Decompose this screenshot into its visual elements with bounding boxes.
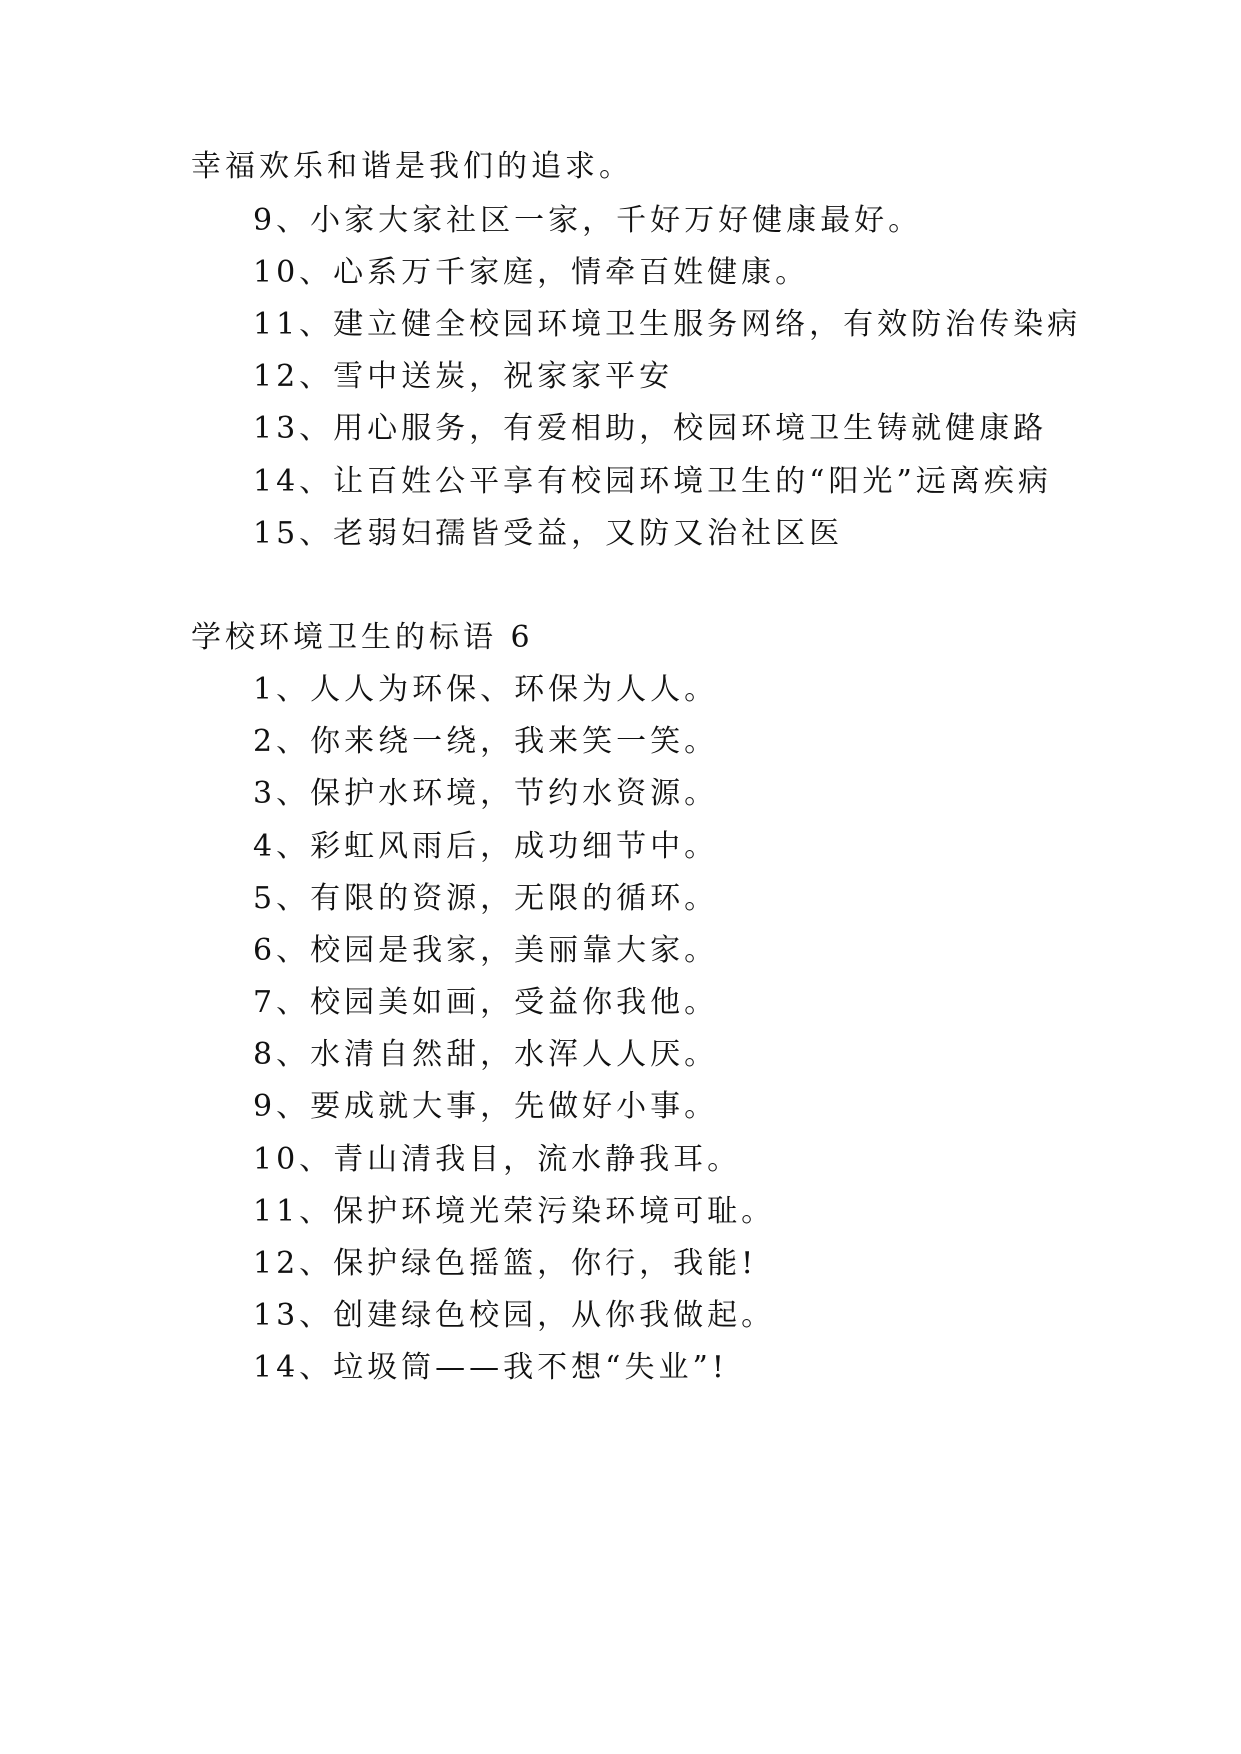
list-item: 12、雪中送炭，祝家家平安 (253, 359, 674, 394)
continuation-text: 幸福欢乐和谐是我们的追求。 (191, 149, 633, 184)
list-item: 2、你来绕一绕，我来笑一笑。 (253, 724, 719, 759)
list-item: 13、用心服务，有爱相助，校园环境卫生铸就健康路 (253, 411, 1048, 446)
list-item: 4、彩虹风雨后，成功细节中。 (253, 829, 719, 864)
list-item: 15、老弱妇孺皆受益，又防又治社区医 (253, 516, 844, 551)
section-title: 学校环境卫生的标语 6 (191, 620, 534, 655)
list-item: 13、创建绿色校园，从你我做起。 (253, 1298, 776, 1333)
list-item: 12、保护绿色摇篮，你行，我能! (253, 1246, 758, 1281)
list-item: 11、保护环境光荣污染环境可耻。 (253, 1194, 776, 1229)
list-item: 14、垃圾筒——我不想“失业”! (253, 1350, 728, 1385)
list-item: 5、有限的资源，无限的循环。 (253, 881, 719, 916)
list-item: 9、小家大家社区一家，千好万好健康最好。 (253, 203, 923, 238)
list-item: 14、让百姓公平享有校园环境卫生的“阳光”远离疾病 (253, 464, 1052, 499)
list-item: 6、校园是我家，美丽靠大家。 (253, 933, 719, 968)
list-item: 8、水清自然甜，水浑人人厌。 (253, 1037, 719, 1072)
list-item: 1、人人为环保、环保为人人。 (253, 672, 719, 707)
list-item: 11、建立健全校园环境卫生服务网络，有效防治传染病 (253, 307, 1082, 342)
list-item: 10、青山清我目，流水静我耳。 (253, 1142, 742, 1177)
list-item: 10、心系万千家庭，情牵百姓健康。 (253, 255, 810, 290)
list-item: 9、要成就大事，先做好小事。 (253, 1089, 719, 1124)
list-item: 7、校园美如画，受益你我他。 (253, 985, 719, 1020)
list-item: 3、保护水环境，节约水资源。 (253, 776, 719, 811)
